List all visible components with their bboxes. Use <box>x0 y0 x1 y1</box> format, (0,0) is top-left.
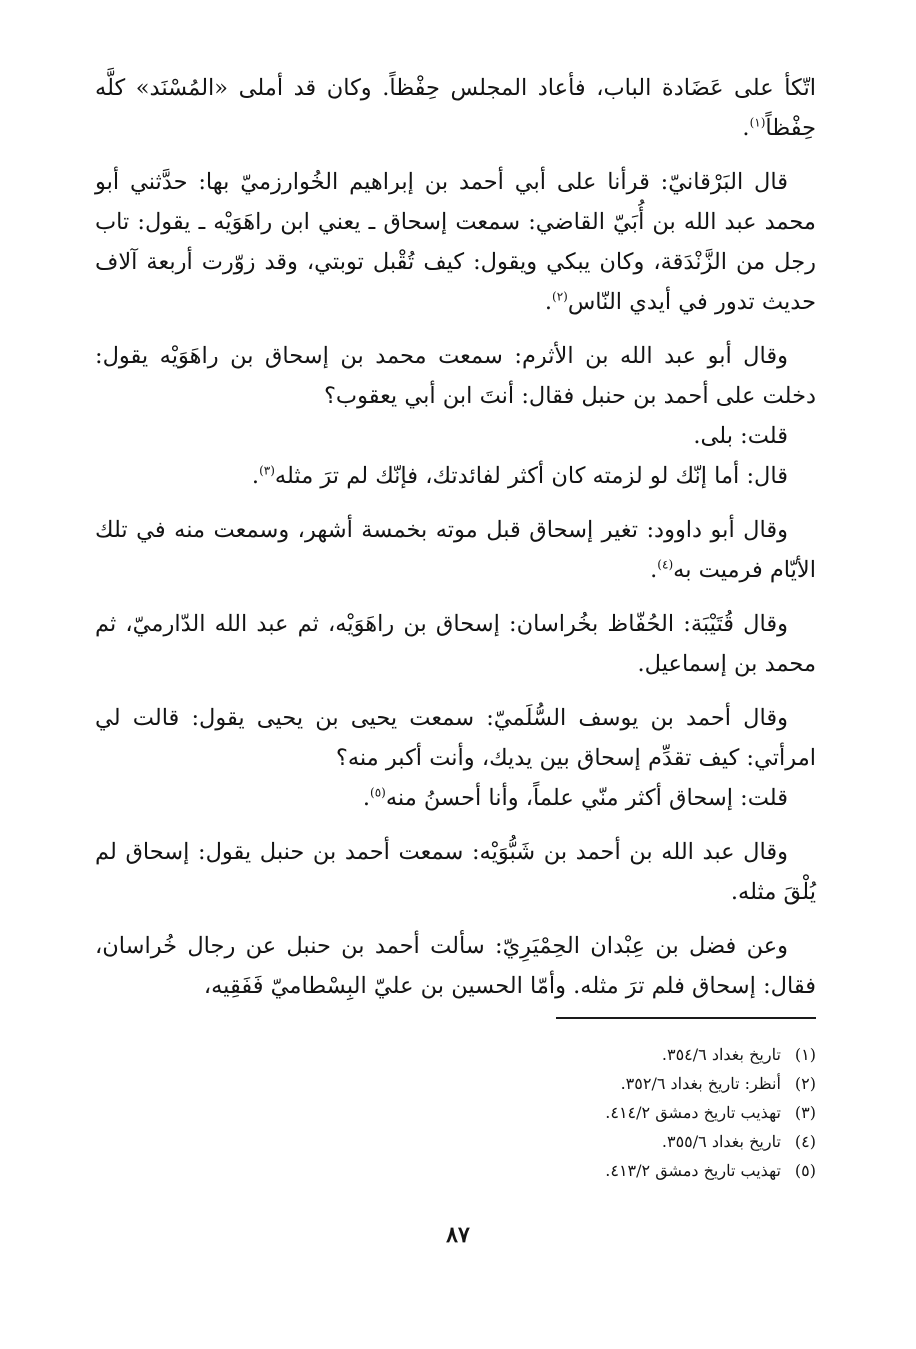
paragraph: قلت: بلى. <box>693 423 788 449</box>
footnote-marker[interactable]: (١) <box>749 115 766 130</box>
footnote-item: (٤) تاريخ بغداد ٣٥٥/٦. <box>661 1132 816 1151</box>
body-text <box>95 68 816 1006</box>
footnote-marker[interactable]: (٢) <box>552 289 568 304</box>
paragraph: وقال قُتَيْبَة: الحُفّاظ بخُراسان: إسحاق بن راهَوَيْه، ثم عبد الله الدّارميّ، ثم محمد بن إسماعيل. <box>95 611 816 677</box>
footnote-item: (٢) أنظر: تاريخ بغداد ٣٥٢/٦. <box>620 1074 816 1093</box>
paragraph: قال: أما إنّك لو لزمته كان أكثر لفائدتك، فإنّك لم ترَ مثله$^{(٣)}$. <box>251 463 788 489</box>
footnotes <box>96 1040 816 1185</box>
footnote-marker[interactable]: (٥) <box>370 785 386 800</box>
page-number: ٨٧ <box>446 1222 470 1248</box>
footnote-item: (١) تاريخ بغداد ٣٥٤/٦. <box>661 1045 816 1064</box>
paragraph: اتّكأ على عَضَادة الباب، فأعاد المجلس حِفْظاً. وكان قد أملى «المُسْنَد» كلَّه حِفْظاً$^{(١)}$. <box>95 75 816 141</box>
footnote-divider <box>556 1017 816 1019</box>
paragraph: وقال أبو عبد الله بن الأثرم: سمعت محمد بن إسحاق بن راهَوَيْه يقول: دخلت على أحمد بن حنبل فقال: أنتَ ابن أبي يعقوب؟ <box>95 343 816 409</box>
footnote-item: (٣) تهذيب تاريخ دمشق ٤١٤/٢. <box>605 1103 816 1122</box>
paragraph: قلت: إسحاق أكثر منّي علماً، وأنا أحسنُ منه$^{(٥)}$. <box>362 785 788 811</box>
footnote-item: (٥) تهذيب تاريخ دمشق ٤١٣/٢. <box>605 1161 816 1180</box>
paragraph: وقال عبد الله بن أحمد بن شَبُّوَيْه: سمعت أحمد بن حنبل يقول: إسحاق لم يُلْقَ مثله. <box>95 839 816 905</box>
paragraph: وقال أحمد بن يوسف السُّلَميّ: سمعت يحيى بن يحيى يقول: قالت لي امرأتي: كيف تقدِّم إسحاق بين يديك، وأنت أكبر منه؟ <box>95 705 816 771</box>
paragraph: وقال أبو داوود: تغير إسحاق قبل موته بخمسة أشهر، وسمعت منه في تلك الأيّام فرميت به$^{(٤)}$. <box>95 517 816 583</box>
paragraph: وعن فضل بن عِبْدان الحِمْيَرِيّ: سألت أحمد بن حنبل عن رجال خُراسان، فقال: إسحاق فلم ترَ مثله. وأمّا الحسين بن عليّ البِسْطاميّ فَفَقِيه، <box>95 933 816 999</box>
footnote-marker[interactable]: (٤) <box>657 557 674 572</box>
footnote-marker[interactable]: (٣) <box>259 463 275 478</box>
paragraph: قال البَرْقانيّ: قرأنا على أبي أحمد بن إبراهيم الخُوارزميّ بها: حدَّثني أبو محمد عبد الله بن أُبَيّ القاضي: سمعت إسحاق ـ يعني ابن راهَوَيْه ـ يقول: تاب رجل من الزَّنْدَقة، وكان يبكي ويقول: كيف تُقْبل توبتي، وقد زوّرت أربعة آلاف حديث تدور في أيدي النّاس$^{(٢)}$. <box>95 169 816 315</box>
